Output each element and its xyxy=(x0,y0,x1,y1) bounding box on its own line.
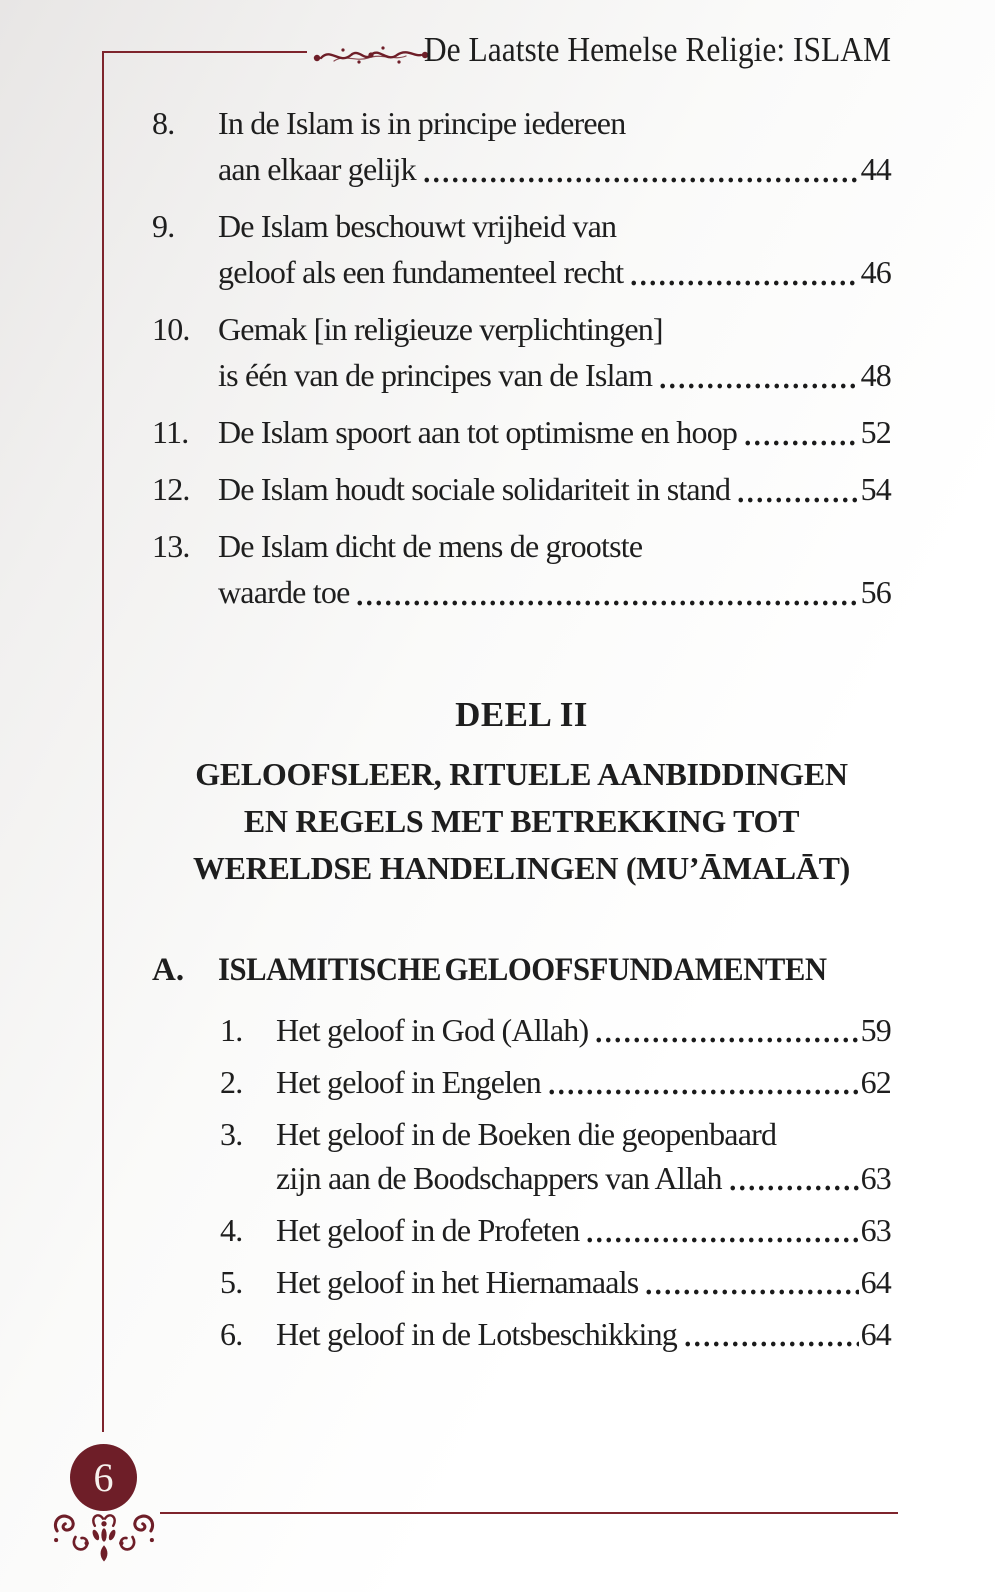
dot-leader xyxy=(683,1312,859,1356)
toc-entry-number: 13. xyxy=(152,528,190,564)
toc-entry-number: 11. xyxy=(152,414,189,450)
section-a-heading xyxy=(152,948,891,992)
toc-entry-12 xyxy=(152,466,891,512)
section-a-label: A. xyxy=(152,952,185,988)
toc-entry-number: 6. xyxy=(220,1316,243,1352)
dot-leader xyxy=(629,249,858,295)
toc-entry-number: 10. xyxy=(152,311,190,347)
toc-entry-a1 xyxy=(220,1008,891,1052)
toc-entry-page: 62 xyxy=(860,1064,891,1100)
toc-entry-page: 64 xyxy=(860,1316,891,1352)
toc-entry-number: 3. xyxy=(220,1116,243,1152)
toc-entry-page: 54 xyxy=(860,471,891,507)
running-head-title: De Laatste Hemelse Religie: ISLAM xyxy=(423,30,891,69)
header-flourish-icon xyxy=(312,42,430,70)
footer-rule xyxy=(160,1512,898,1514)
toc-entry-a3 xyxy=(220,1112,891,1200)
toc-entry-number: 9. xyxy=(152,208,175,244)
toc-content xyxy=(152,100,891,1364)
footer-flourish-icon xyxy=(50,1506,158,1564)
toc-entry-text: Het geloof in het Hiernamaals xyxy=(276,1264,639,1300)
toc-entry-number: 1. xyxy=(220,1012,243,1048)
dot-leader xyxy=(594,1008,858,1052)
dot-leader xyxy=(355,569,858,615)
dot-leader xyxy=(422,146,859,192)
toc-entry-a2 xyxy=(220,1060,891,1104)
dot-leader xyxy=(585,1208,858,1252)
page-number: 6 xyxy=(93,1455,114,1500)
toc-entry-10 xyxy=(152,306,891,398)
toc-entry-page: 63 xyxy=(860,1160,891,1196)
toc-entry-text: Het geloof in de Boeken die geopenbaard xyxy=(276,1116,777,1152)
toc-entry-a5 xyxy=(220,1260,891,1304)
toc-entry-text: De Islam dicht de mens de grootste xyxy=(218,528,643,564)
toc-entry-8 xyxy=(152,100,891,192)
section-a-title: ISLAMITISCHE GELOOFSFUNDAMENTEN xyxy=(218,952,827,988)
page-number-badge xyxy=(70,1444,137,1511)
toc-entry-page: 56 xyxy=(860,574,891,610)
section-a-list xyxy=(220,1008,891,1356)
toc-entry-text: aan elkaar gelijk xyxy=(218,151,416,187)
toc-entry-number: 12. xyxy=(152,471,190,507)
header-rule xyxy=(102,51,307,53)
toc-entry-text: De Islam houdt sociale solidariteit in stand xyxy=(218,471,731,507)
toc-entry-page: 46 xyxy=(860,254,891,290)
toc-entry-page: 44 xyxy=(860,151,891,187)
dot-leader xyxy=(644,1260,858,1304)
toc-entry-page: 59 xyxy=(860,1012,891,1048)
dot-leader xyxy=(728,1156,859,1200)
toc-entry-page: 64 xyxy=(860,1264,891,1300)
toc-entry-text: In de Islam is in principe iedereen xyxy=(218,105,626,141)
toc-entry-text: Het geloof in Engelen xyxy=(276,1064,541,1100)
toc-entry-a6 xyxy=(220,1312,891,1356)
part2-title-line: EN REGELS MET BETREKKING TOT xyxy=(243,803,800,839)
toc-entry-page: 52 xyxy=(860,414,891,450)
part2-title-line: WERELDSE HANDELINGEN (MU’ĀMALĀT) xyxy=(192,850,851,886)
toc-entry-text: De Islam spoort aan tot optimisme en hoop xyxy=(218,414,738,450)
toc-entry-text: zijn aan de Boodschappers van Allah xyxy=(276,1160,722,1196)
toc-entry-text: Het geloof in de Lotsbeschikking xyxy=(276,1316,677,1352)
toc-entry-number: 5. xyxy=(220,1264,243,1300)
dot-leader xyxy=(658,352,858,398)
toc-entry-text: Het geloof in God (Allah) xyxy=(276,1012,589,1048)
section-a xyxy=(152,948,891,1356)
toc-entry-number: 2. xyxy=(220,1064,243,1100)
toc-entry-text: Het geloof in de Profeten xyxy=(276,1212,580,1248)
toc-part1-list xyxy=(152,100,891,615)
toc-entry-text: is één van de principes van de Islam xyxy=(218,357,653,393)
toc-entry-9 xyxy=(152,203,891,295)
toc-entry-text: geloof als een fundamenteel recht xyxy=(218,254,624,290)
toc-entry-page: 48 xyxy=(860,357,891,393)
toc-entry-13 xyxy=(152,523,891,615)
toc-entry-number: 4. xyxy=(220,1212,243,1248)
part2-title-line: GELOOFSLEER, RITUELE AANBIDDINGEN xyxy=(195,756,848,792)
toc-entry-page: 63 xyxy=(860,1212,891,1248)
part2-heading-block xyxy=(152,693,891,892)
dot-leader xyxy=(736,466,858,512)
toc-entry-text: waarde toe xyxy=(218,574,350,610)
dot-leader xyxy=(547,1060,859,1104)
dot-leader xyxy=(743,409,858,455)
toc-entry-a4 xyxy=(220,1208,891,1252)
toc-entry-text: De Islam beschouwt vrijheid van xyxy=(218,208,617,244)
toc-entry-11 xyxy=(152,409,891,455)
toc-entry-text: Gemak [in religieuze verplichtingen] xyxy=(218,311,663,347)
toc-entry-number: 8. xyxy=(152,105,175,141)
part2-kicker: DEEL II xyxy=(455,695,588,734)
left-border-rule xyxy=(102,52,104,1432)
